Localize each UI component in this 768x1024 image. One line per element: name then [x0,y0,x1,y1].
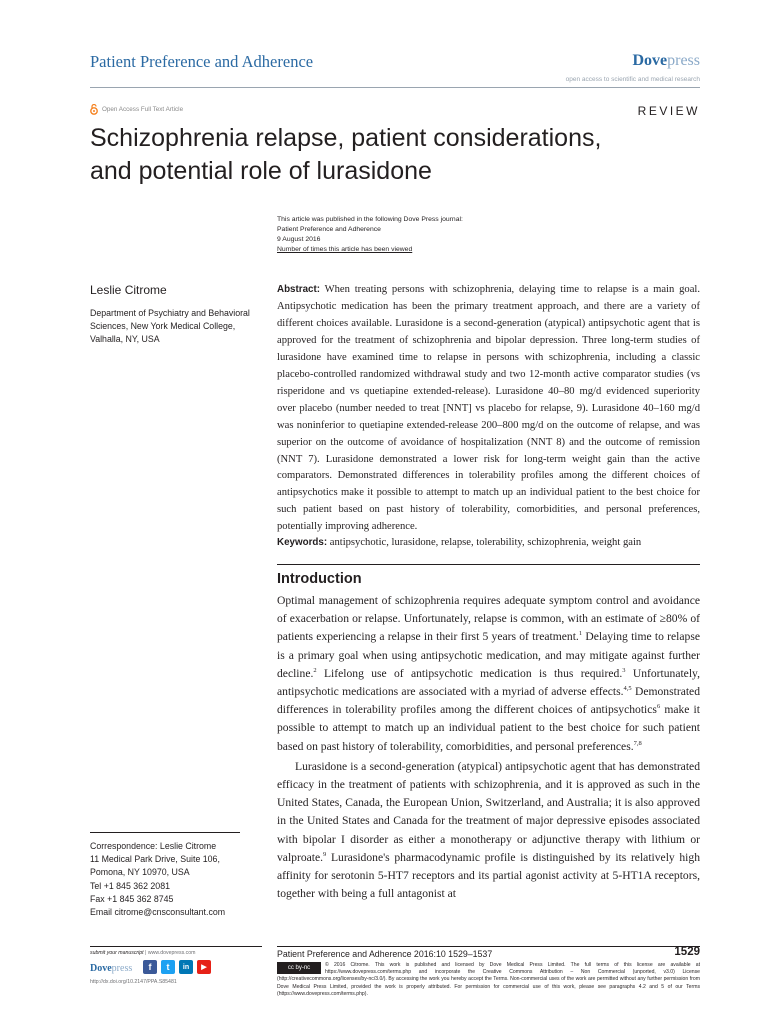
header-divider [90,87,700,88]
social-links [143,960,211,974]
twitter-icon[interactable]: t [161,960,175,974]
facebook-icon[interactable]: f [143,960,157,974]
open-access-icon [90,104,98,115]
license-block [277,962,700,998]
page-number: 1529 [674,946,700,958]
open-access-badge [90,104,183,115]
open-access-label: Open Access Full Text Article [102,106,184,113]
article-title [90,122,690,188]
reference[interactable]: 4,5 [623,685,632,693]
reference[interactable]: 3 [622,666,626,674]
citation: Patient Preference and Adherence 2016:10 1529–1537 [277,949,493,959]
intro-heading: Introduction [277,571,362,587]
keywords [277,535,700,551]
submit-manuscript-link[interactable] [90,950,195,956]
title-line-2: and potential role of lurasidone [90,157,432,185]
correspondence [90,840,225,919]
footer-divider-left [90,946,262,947]
doi-link[interactable]: http://dx.doi.org/10.2147/PPA.S85481 [90,979,177,985]
text-run: Lurasidone's pharmacodynamic profile is distinguished by its relatively high affinity for serotonin 5-HT7 receptors and its partial agonist activity at 5-HT1A receptors, together with being a full antagonist at [277,850,700,901]
corr-line: 11 Medical Park Drive, Suite 106, [90,854,220,865]
text-run: Lifelong use of antipsychotic medication is thus required. [316,666,623,680]
footer-divider-right [277,946,700,947]
keywords-label: Keywords: [277,537,328,548]
corr-line: Fax +1 845 362 8745 [90,893,174,904]
views-link[interactable]: Number of times this article has been viewed [277,246,413,253]
intro-body [277,592,700,903]
reference[interactable]: 9 [323,850,327,858]
footer-brand-sub: press [111,963,133,974]
author-name: Leslie Citrome [90,283,167,297]
text-run: make it possible to attempt to match up an individual patient to the best choice for such patient based on past history of tolerability, comorbidities, and personal preferences. [277,703,700,753]
abstract [277,282,700,536]
corr-line: Tel +1 845 362 2081 [90,880,170,891]
submit-url: | www.dovepress.com [143,950,196,956]
footer-publisher-logo [90,963,132,974]
text-run: Delaying time to relapse is a primary goal when using antipsychotic medication, and may mitigate against further decline. [277,630,701,680]
reference[interactable]: 6 [656,703,661,711]
article-type: REVIEW [637,104,700,118]
publisher-tagline: open access to scientific and medical research [565,76,700,83]
cc-license-icon[interactable]: cc by-nc [277,962,321,974]
text-run: Lurasidone is a second-generation (atypical) antipsychotic agent that has demonstrated efficacy in the treatment of patients with schizophrenia, and it is approved as such in the United States, Canada, the European Union, Switzerland, and Australia; it is also approved in the United States and Canada for the treatment of major depressive episodes associated with bipolar I disorder as either a monotherapy or adjunctive therapy with lithium or valproate. [277,759,700,864]
brand-main: Dove [632,52,668,69]
corr-line: Pomona, NY 10970, USA [90,867,190,878]
brand-sub: press [667,52,700,69]
abstract-text: When treating persons with schizophrenia, delaying time to relapse is a main goal. Antipsychotic medication has been the primary treatment approach, and there are a variety of different choices available. Lurasidone is a second-generation (atypical) antipsychotic agent that is approved for the treatment of schizophrenia and bipolar depression. Three long-term studies of lurasidone have examined time to relapse in persons with schizophrenia, including a classic placebo-controlled randomized withdrawal study and two 12-month active comparator studies (vs risperidone and vs quetiapine extended-release). Lurasidone 40–80 mg/d evidenced superiority over placebo (number needed to treat [NNT] vs placebo for relapse, 9). Lurasidone 40–160 mg/d was noninferior to quetiapine extended-release 200–800 mg/d on the outcome of relapse, and was superior on the outcome of avoidance of hospitalization (NNT 8) and the outcome of remission (NNT 7). Lurasidone demonstrated a lower risk for long-term weight gain than the active comparators. Demonstrated differences in tolerability profiles among the different choices of antipsychotics make it possible to attempt to match up an individual patient to the best choice for such patient based on past history of tolerability, comorbidities, and personal preferences, potentially improving adherence. [277,284,700,533]
corr-line: Correspondence: Leslie Citrome [90,841,217,851]
publisher-logo [632,52,700,70]
pub-date: 9 August 2016 [277,236,321,243]
footer-brand-main: Dove [90,963,112,974]
youtube-icon[interactable]: ▶ [197,960,211,974]
linkedin-icon[interactable]: in [179,960,193,974]
keywords-text: antipsychotic, lurasidone, relapse, tolerability, schizophrenia, weight gain [329,537,642,548]
reference[interactable]: 7,8 [633,739,642,747]
reference[interactable]: 1 [578,630,583,638]
author-affiliation: Department of Psychiatry and Behavioral Sciences, New York Medical College, Valhalla, NY, USA [90,308,250,344]
intro-divider [277,564,700,565]
license-text: © 2016 Citrome. This work is published and licensed by Dove Medical Press Limited. The full terms of this license are available at https://www.dovepress.com/terms.php and incorporate the Creative Commons Attribution – Non Commercial (unported, v3.0) License (http://creativecommons.org/licenses/by-nc/3.0/). By accessing the work you hereby accept the Terms. Non-commercial uses of the work are permitted without any further permission from Dove Medical Press Limited, provided the work is properly attributed. For permission for commercial use of this work, please see paragraphs 4.2 and 5 of our Terms (https://www.dovepress.com/terms.php). [277,962,700,997]
submit-label: submit your manuscript [90,950,144,956]
text-run: Demonstrated differences in tolerability profiles among the different choices of antipsychotics [277,685,701,717]
corr-email[interactable]: Email citrome@cnsconsultant.com [90,907,226,918]
intro-paragraph-2 [277,758,700,904]
intro-paragraph-1 [277,592,700,756]
correspondence-divider [90,832,240,833]
text-run: Unfortunately, antipsychotic medications are associated with a myriad of adverse effects. [277,666,700,699]
publication-info [277,215,463,255]
title-line-1: Schizophrenia relapse, patient considerations, [90,124,602,152]
abstract-label: Abstract: [277,284,321,295]
journal-name: Patient Preference and Adherence [90,52,314,71]
pub-line-1: This article was published in the following Dove Press journal: [277,216,463,223]
pub-line-2: Patient Preference and Adherence [277,226,381,233]
text-run: Optimal management of schizophrenia requires adequate symptom control and avoidance of exacerbation or relapse. Unfortunately, relapse is common, with an estimate of ≥80% of patients experiencing a relapse in their first 5 years of treatment. [277,594,700,644]
reference[interactable]: 2 [313,666,317,674]
